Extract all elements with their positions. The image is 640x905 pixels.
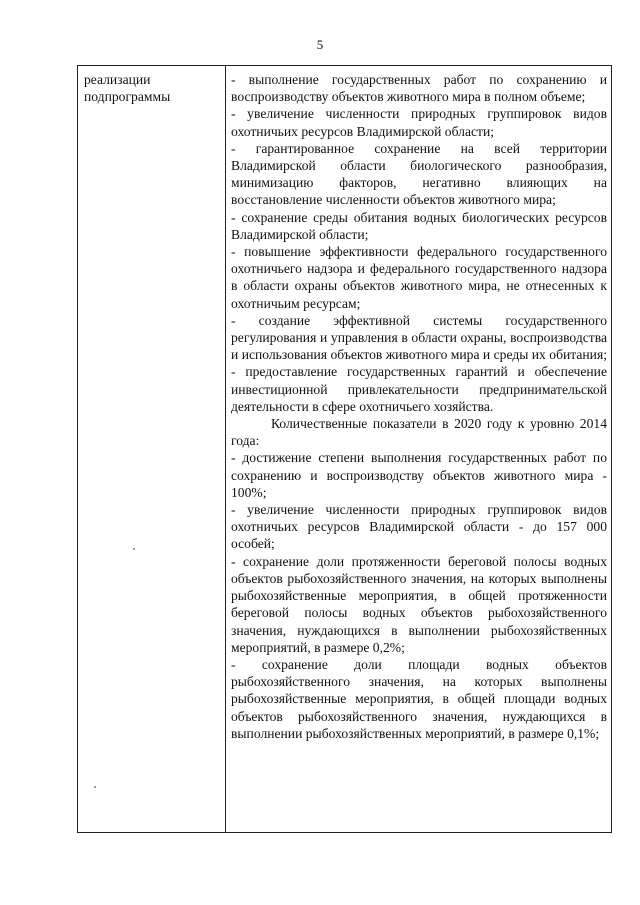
content-paragraph: - гарантированное сохранение на всей территории Владимирской области биологического разнообразия, минимизацию факторов, негативно влияющих на восстановление численности объектов животного мира;	[231, 140, 607, 208]
content-paragraph: Количественные показатели в 2020 году к уровню 2014 года:	[231, 416, 607, 449]
row-content-cell	[231, 71, 607, 742]
content-paragraph: - сохранение доли площади водных объектов рыбохозяйственного значения, на которых выполнены рыбохозяйственные мероприятия, в общей площади водных объектов рыбохозяйственного значения, нуждающихся в выполнении рыбохозяйственных мероприятий, в размере 0,1%;	[231, 656, 607, 741]
content-paragraph: - увеличение численности природных группировок видов охотничьих ресурсов Владимирской области - до 157 000 особей;	[231, 502, 607, 552]
content-paragraph: - сохранение доли протяженности береговой полосы водных объектов рыбохозяйственного значения, на которых выполнены рыбохозяйственные мероприятия, в общей протяженности береговой полосы водных объектов рыбохозяйственного значения, нуждающихся в выполнении рыбохозяйственных мероприятий, в размере 0,2%;	[231, 553, 607, 655]
scan-speck	[94, 786, 96, 788]
content-paragraph: - повышение эффективности федерального государственного охотничьего надзора и федерального государственного надзора в области охраны объектов животного мира, не отнесенных к охотничьим ресурсам;	[231, 244, 607, 311]
document-table	[77, 65, 612, 833]
row-label-cell: реализации подпрограммы	[84, 72, 171, 104]
content-paragraph: - достижение степени выполнения государственных работ по сохранению и воспроизводству объектов животного мира - 100%;	[231, 450, 607, 500]
page-number: 5	[316, 37, 324, 52]
content-paragraph: - увеличение численности природных группировок видов охотничьих ресурсов Владимирской области;	[231, 106, 607, 139]
column-divider	[225, 66, 226, 832]
content-paragraph: - сохранение среды обитания водных биологических ресурсов Владимирской области;	[231, 209, 607, 242]
content-paragraph: - создание эффективной системы государственного регулирования и управления в области охраны, воспроизводства и использования объектов животного мира и среды их обитания; - предоставление государственных гарантий и обеспечение инвестиционной привлекательности предпринимательской деятельности в сфере охотничьего хозяйства.	[231, 312, 607, 414]
scan-speck	[133, 548, 135, 550]
content-paragraph: - выполнение государственных работ по сохранению и воспроизводству объектов животного мира в полном объеме;	[231, 72, 607, 105]
